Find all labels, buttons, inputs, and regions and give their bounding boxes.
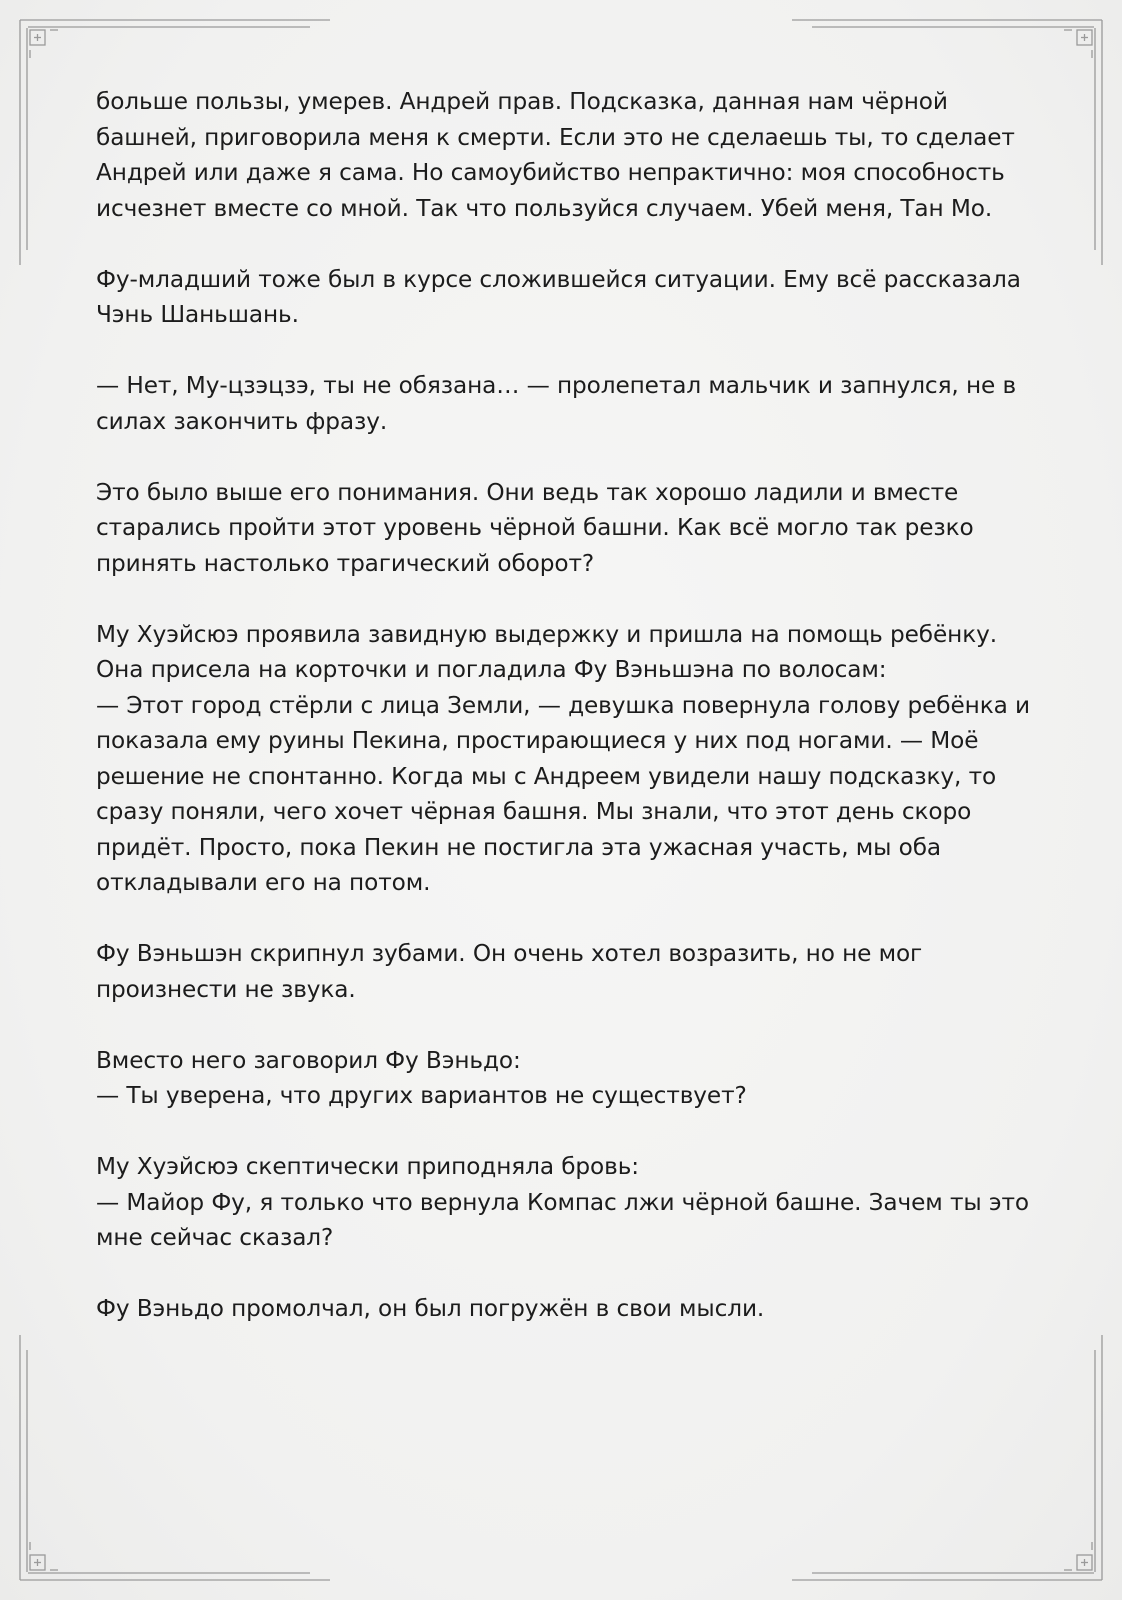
paragraph <box>96 475 1036 582</box>
text-line: Это было выше его понимания. Они ведь так хорошо ладили и вместе старались пройти этот уровень чёрной башни. Как всё могло так резко принять настолько трагический оборот? <box>96 478 974 577</box>
paragraph <box>96 617 1036 901</box>
dialogue-line: — Майор Фу, я только что вернула Компас лжи чёрной башне. Зачем ты это мне сейчас сказал? <box>96 1188 1029 1251</box>
text-line: Фу Вэньдо промолчал, он был погружён в свои мысли. <box>96 1295 765 1322</box>
paragraph <box>96 262 1036 333</box>
text-line: Му Хуэйсюэ проявила завидную выдержку и пришла на помощь ребёнку. Она присела на корточки и погладила Фу Вэньшэна по волосам: <box>96 620 998 683</box>
paragraph <box>96 84 1036 226</box>
dialogue-line: — Ты уверена, что других вариантов не существует? <box>96 1082 747 1109</box>
paragraph <box>96 368 1036 439</box>
text-line: Фу Вэньшэн скрипнул зубами. Он очень хотел возразить, но не мог произнести не звука. <box>96 940 923 1003</box>
paragraph <box>96 1149 1036 1256</box>
text-line: — Нет, Му-цзэцзэ, ты не обязана… — пролепетал мальчик и запнулся, не в силах закончить фразу. <box>96 372 1017 435</box>
document-body <box>96 84 1036 1362</box>
text-line: Му Хуэйсюэ скептически приподняла бровь: <box>96 1153 639 1180</box>
dialogue-line: — Этот город стёрли с лица Земли, — девушка повернула голову ребёнка и показала ему руины Пекина, простирающиеся у них под ногами. — Моё решение не спонтанно. Когда мы с Андреем увидели нашу подсказку, то сразу поняли, чего хочет чёрная башня. Мы знали, что этот день скоро придёт. Просто, пока Пекин не постигла эта ужасная участь, мы оба откладывали его на потом. <box>96 691 1030 896</box>
paragraph <box>96 936 1036 1007</box>
paragraph <box>96 1291 1036 1327</box>
text-line: Фу-младший тоже был в курсе сложившейся ситуации. Ему всё рассказала Чэнь Шаньшань. <box>96 265 1021 328</box>
text-line: Вместо него заговорил Фу Вэньдо: <box>96 1046 521 1074</box>
text-line: больше пользы, умерев. Андрей прав. Подсказка, данная нам чёрной башней, приговорила меня к смерти. Если это не сделаешь ты, то сделает Андрей или даже я сама. Но самоубийство непрактично: моя способность исчезнет вместе со мной. Так что пользуйся случаем. Убей меня, Тан Мо. <box>96 88 1015 222</box>
paragraph <box>96 1043 1036 1114</box>
